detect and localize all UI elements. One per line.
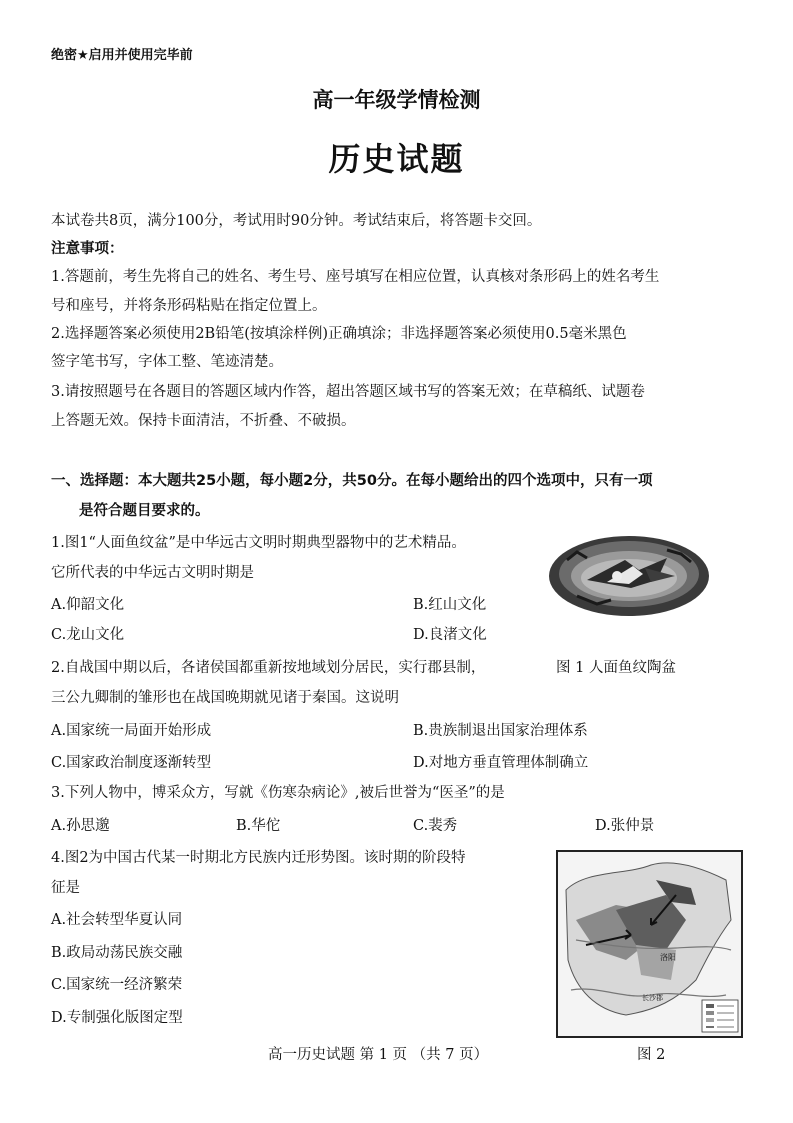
section-heading-cont: 是符合题目要求的。: [79, 503, 210, 519]
intro-text: 本试卷共8页，满分100分，考试用时90分钟。考试结束后，将答题卡交回。: [51, 213, 542, 229]
q1-option-c: C.龙山文化: [51, 627, 125, 643]
q1-stem: 1.图1“人面鱼纹盆”是中华远古文明时期典型器物中的艺术精品。: [51, 535, 466, 551]
q4-option-c: C.国家统一经济繁荣: [51, 977, 183, 993]
q2-option-b: B.贵族制退出国家治理体系: [413, 723, 588, 739]
note-line: 上答题无效。保持卡面清洁，不折叠、不破损。: [51, 413, 356, 429]
q3-stem: 3.下列人物中，博采众方，写就《伤寒杂病论》,被后世誉为“医圣”的是: [51, 785, 505, 801]
page-footer: 高一历史试题 第 1 页 （共 7 页）: [268, 1047, 489, 1063]
figure1-caption: 图 1 人面鱼纹陶盆: [556, 660, 676, 676]
secret-label: 绝密★启用并使用完毕前: [51, 48, 193, 63]
q1-option-b: B.红山文化: [413, 597, 487, 613]
q2-stem: 2.自战国中期以后，各诸侯国都重新按地域划分居民，实行郡县制，: [51, 660, 486, 676]
q3-option-b: B.华佗: [236, 818, 281, 834]
q1-option-d: D.良渚文化: [413, 627, 487, 643]
q4-option-a: A.社会转型华夏认同: [51, 912, 183, 928]
section-heading: 一、选择题：本大题共25小题，每小题2分，共50分。在每小题给出的四个选项中，只有一项: [51, 473, 653, 489]
q4-option-d: D.专制强化版图定型: [51, 1010, 183, 1026]
map-label-changsha: 长沙郡: [642, 994, 663, 1002]
note-line: 3.请按照题号在各题目的答题区域内作答，超出答题区域书写的答案无效；在草稿纸、试题卷: [51, 384, 645, 400]
q2-option-a: A.国家统一局面开始形成: [51, 723, 212, 739]
note-line: 签字笔书写，字体工整、笔迹清楚。: [51, 354, 283, 370]
map-label-luoyang: 洛阳: [660, 953, 676, 962]
figure2-caption: 图 2: [637, 1047, 666, 1063]
q4-stem: 4.图2为中国古代某一时期北方民族内迁形势图。该时期的阶段特: [51, 850, 466, 866]
pottery-basin-image: [547, 530, 711, 618]
subject-title: 历史试题: [328, 140, 465, 178]
note-line: 2.选择题答案必须使用2B铅笔(按填涂样例)正确填涂；非选择题答案必须使用0.5毫米黑色: [51, 326, 627, 342]
q2-stem: 三公九卿制的雏形也在战国晚期就见诸于秦国。这说明: [51, 690, 399, 706]
notes-heading: 注意事项：: [51, 241, 124, 257]
q3-option-a: A.孙思邈: [51, 818, 110, 834]
q2-option-d: D.对地方垂直管理体制确立: [413, 755, 589, 771]
note-line: 号和座号，并将条形码粘贴在指定位置上。: [51, 298, 327, 314]
q4-stem: 征是: [51, 880, 80, 896]
exam-title: 高一年级学情检测: [312, 88, 481, 112]
q3-option-c: C.裴秀: [413, 818, 458, 834]
migration-map-image: [556, 850, 743, 1038]
q1-option-a: A.仰韶文化: [51, 597, 125, 613]
q1-stem: 它所代表的中华远古文明时期是: [51, 565, 254, 581]
q4-option-b: B.政局动荡民族交融: [51, 945, 183, 961]
note-line: 1.答题前，考生先将自己的姓名、考生号、座号填写在相应位置，认真核对条形码上的姓名考生: [51, 269, 660, 285]
q3-option-d: D.张仲景: [595, 818, 655, 834]
q2-option-c: C.国家政治制度逐渐转型: [51, 755, 212, 771]
